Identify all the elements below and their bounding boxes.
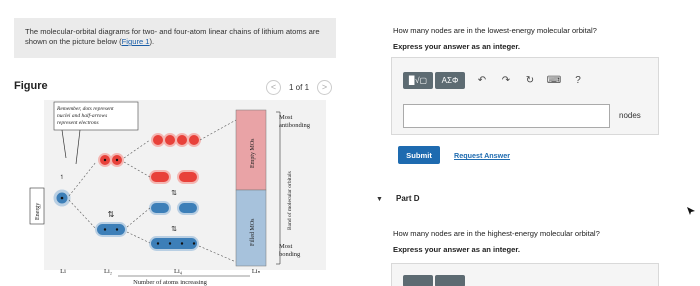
keyboard-icon[interactable]: ⌨ xyxy=(546,74,562,86)
part-d-templates-button[interactable] xyxy=(403,275,433,286)
part-d-label[interactable]: Part D xyxy=(396,194,420,203)
li4-electrons-top: ⇅ xyxy=(171,190,177,197)
part-d-instruction: Express your answer as an integer. xyxy=(393,245,521,254)
submit-button[interactable]: Submit xyxy=(398,146,440,164)
figure-label: Figure xyxy=(14,80,48,92)
pager-text: 1 of 1 xyxy=(289,82,310,92)
intro-text-end: ). xyxy=(149,37,155,46)
mouse-cursor-icon xyxy=(686,206,696,216)
answer-input[interactable] xyxy=(403,104,610,128)
units-label: nodes xyxy=(619,111,641,120)
legend-line-3: represent electrons xyxy=(57,120,99,126)
band-label: Band of molecular orbitals xyxy=(287,171,293,230)
x-label-li2: Li₂ xyxy=(103,268,113,275)
most-antibonding-label-2: antibonding xyxy=(279,122,311,129)
undo-icon[interactable]: ↶ xyxy=(477,74,487,86)
templates-button[interactable]: ▉√▢ xyxy=(403,72,433,89)
part-d-toggle-icon[interactable]: ▼ xyxy=(376,196,383,203)
next-figure-button[interactable]: > xyxy=(317,80,332,95)
redo-icon[interactable]: ↷ xyxy=(501,74,511,86)
figure-link[interactable]: Figure 1 xyxy=(121,37,150,46)
math-toolbar xyxy=(403,70,587,90)
legend-line-2: nuclei and half-arrows xyxy=(57,113,108,119)
most-bonding-label-2: bonding xyxy=(279,251,301,258)
empty-mos-label: Empty MOs xyxy=(250,138,256,168)
question-c-instruction: Express your answer as an integer. xyxy=(393,42,521,51)
mo-diagram xyxy=(0,96,356,286)
x-label-li4: Li₄ xyxy=(173,268,183,275)
intro-box xyxy=(14,18,336,58)
symbols-button[interactable]: ΑΣΦ xyxy=(435,72,465,89)
part-d-toolbar xyxy=(403,275,467,286)
li2-electrons: ⇅ xyxy=(107,210,115,219)
part-d-prompt: How many nodes are in the highest-energy molecular orbital? xyxy=(393,229,600,238)
most-antibonding-label-1: Most xyxy=(279,114,293,121)
reset-icon[interactable]: ↻ xyxy=(525,74,535,86)
x-label-lin: Liₙ xyxy=(251,268,261,275)
question-c-prompt: How many nodes are in the lowest-energy molecular orbital? xyxy=(393,26,597,35)
intro-text: The molecular-orbital diagrams for two- and four-atom linear chains of lithium atoms are shown on the picture below ( xyxy=(25,27,320,46)
li2-bonding-mo xyxy=(96,223,126,236)
legend-line-1: Remember, dots represent xyxy=(57,106,114,112)
prev-figure-button[interactable]: < xyxy=(266,80,281,95)
li4-mo-1 xyxy=(150,237,198,250)
li-electron: ↿ xyxy=(59,175,65,181)
x-axis-label: Number of atoms increasing xyxy=(133,279,207,286)
filled-mos-label: Filled MOs xyxy=(250,218,256,246)
part-d-symbols-button[interactable] xyxy=(435,275,465,286)
x-label-li: Li xyxy=(60,268,66,275)
most-bonding-label-1: Most xyxy=(279,243,293,250)
energy-axis-label: Energy xyxy=(35,202,41,220)
figure-pager xyxy=(266,78,332,96)
li-nucleus xyxy=(61,197,64,200)
request-answer-link[interactable]: Request Answer xyxy=(454,151,511,160)
question-panel xyxy=(356,0,700,286)
li4-electrons-bottom: ⇅ xyxy=(171,226,177,233)
help-icon[interactable]: ? xyxy=(575,74,581,86)
